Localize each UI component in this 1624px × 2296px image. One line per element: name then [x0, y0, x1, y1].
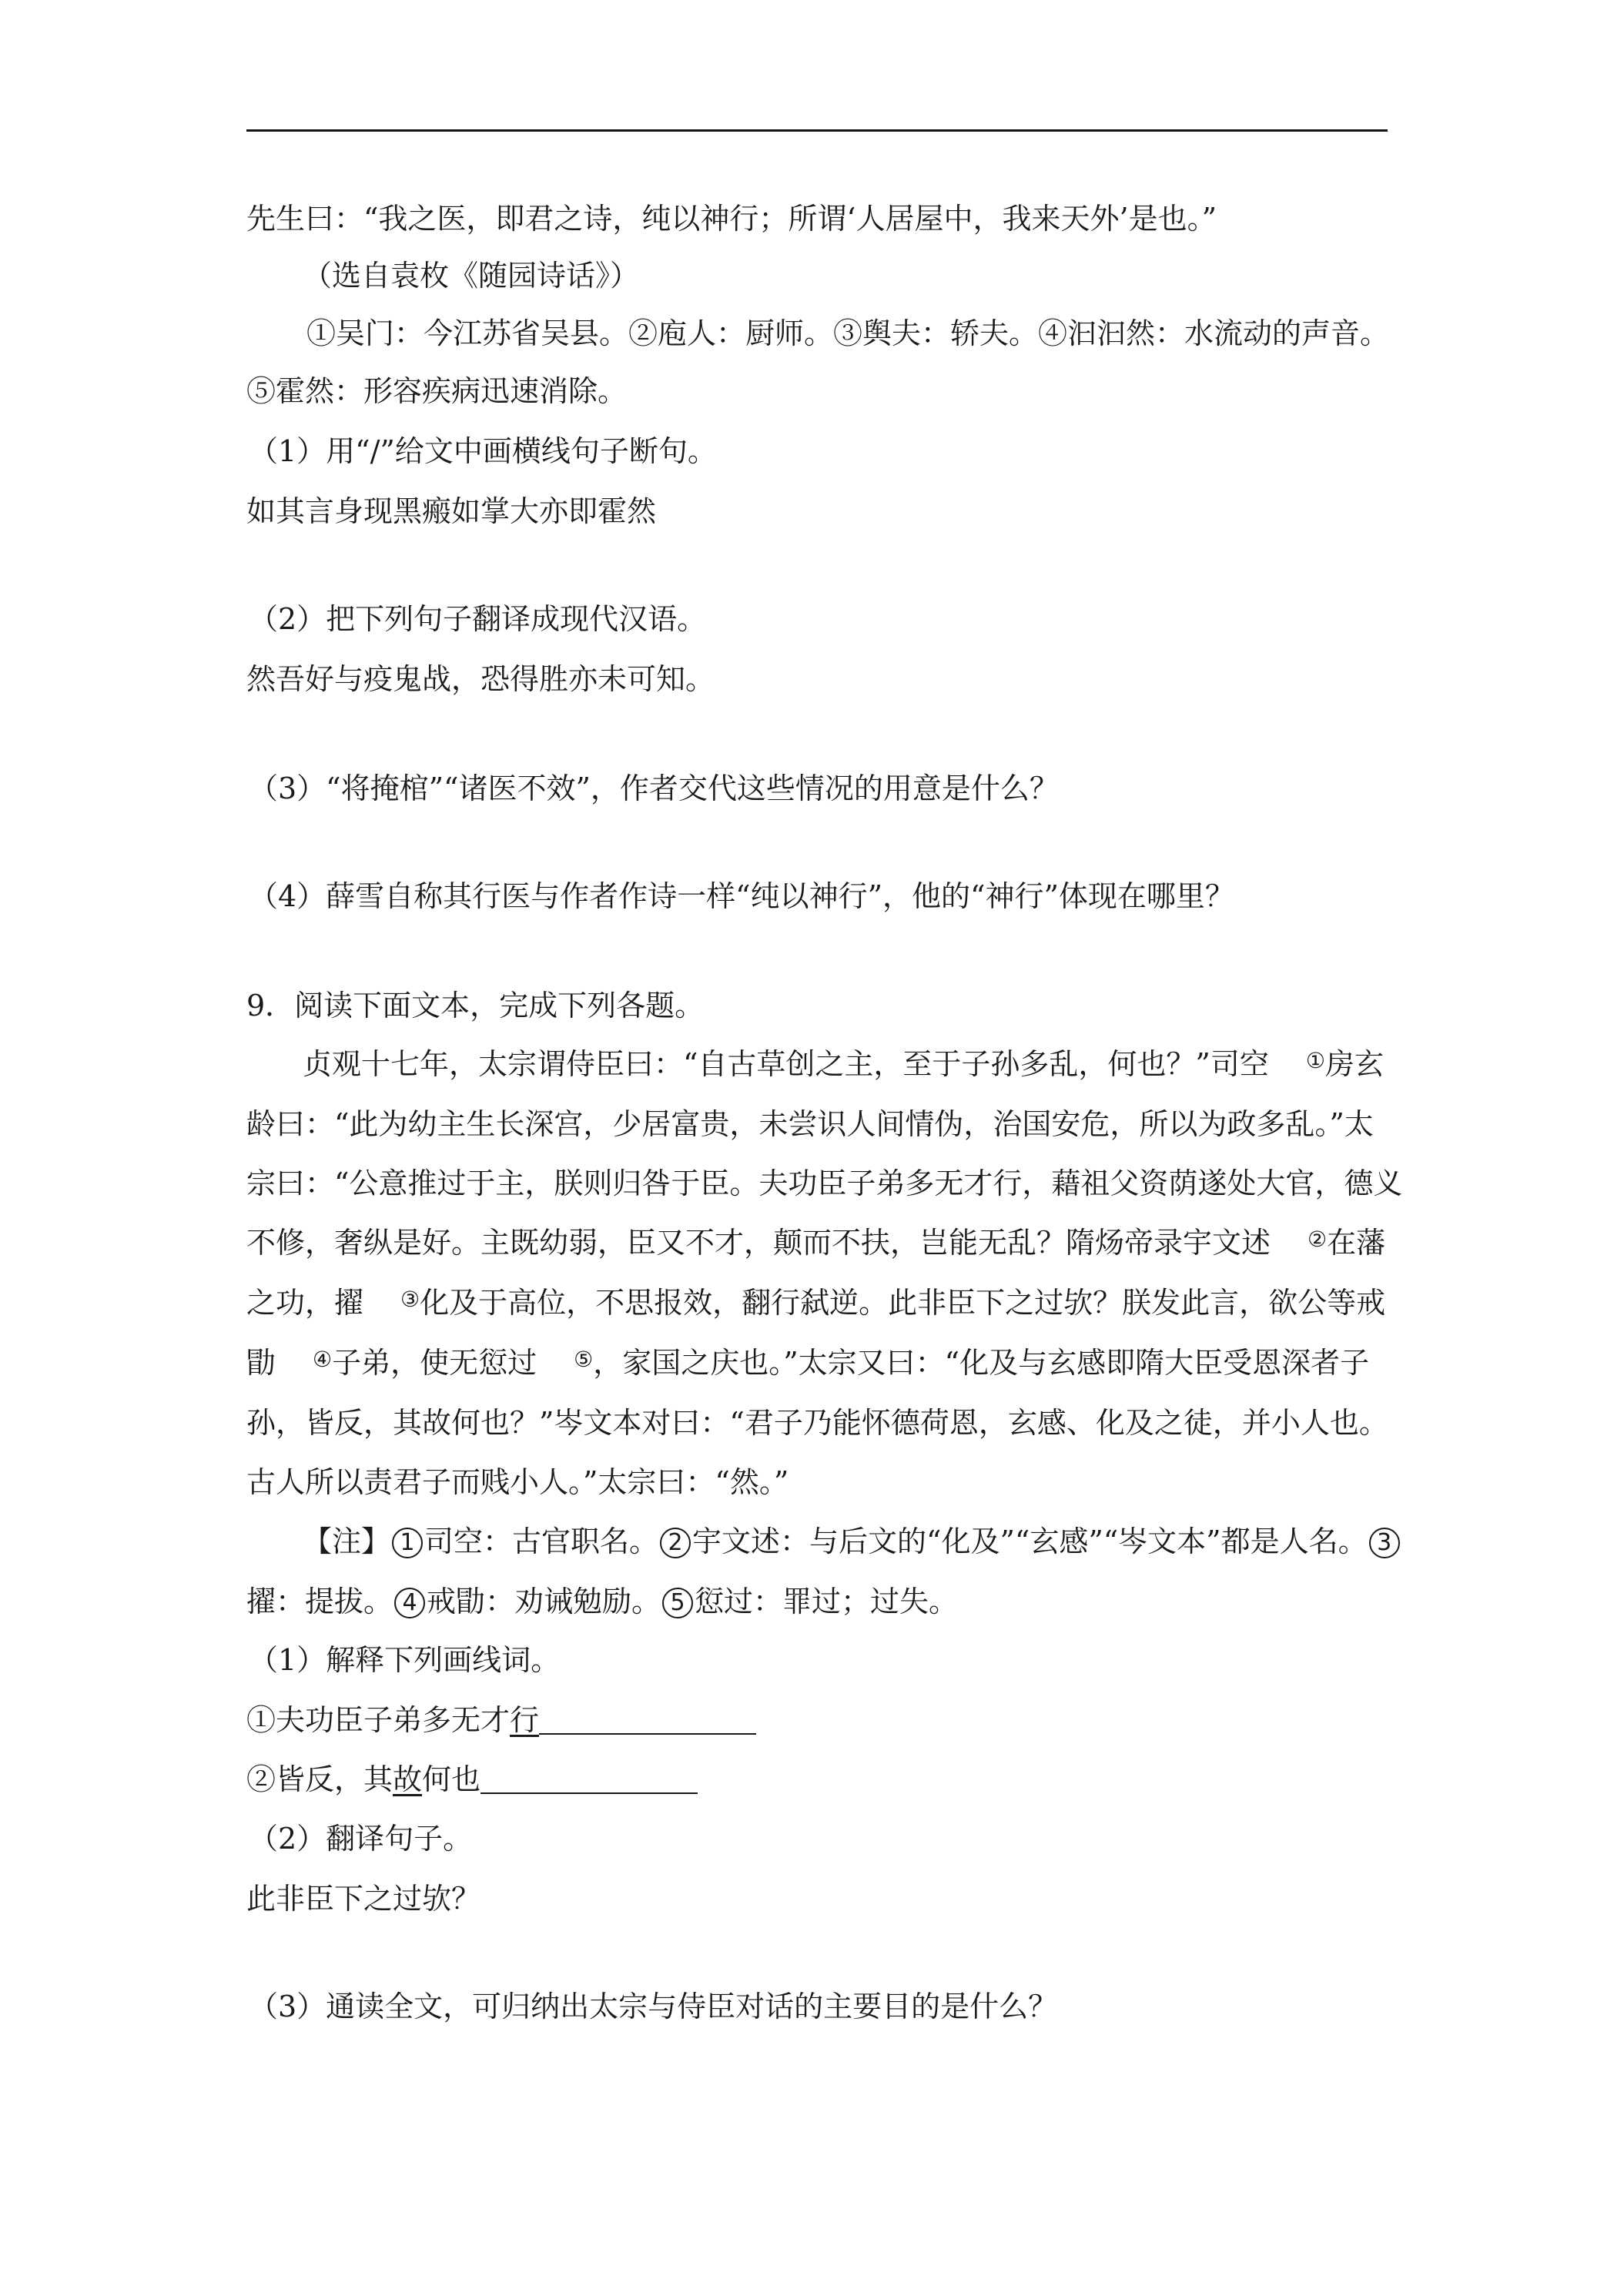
q9-passage-line: 宗曰：“公意推过于主，朕则归咎于臣。夫功臣子弟多无才行，藉祖父资荫遂处大官，德义	[246, 1166, 1403, 1200]
note-text: 擢：提拔。	[246, 1585, 393, 1618]
q9-sub3-prompt: （3）通读全文，可归纳出太宗与侍臣对话的主要目的是什么？	[249, 1990, 1058, 2023]
q9-text: 化及于高位，不思报效，翻行弑逆。此非臣下之过欤？朕发此言，欲公等戒	[420, 1286, 1386, 1320]
note-text: 宇文述：与后文的“化及”“玄感”“岑文本”都是人名。	[692, 1525, 1368, 1558]
q9-heading: 9．阅读下面文本，完成下列各题。	[246, 989, 705, 1022]
q9-notes-line2	[246, 1578, 958, 1625]
q9-sub2-sentence: 此非臣下之过欤？	[246, 1882, 481, 1916]
q9-text: 贞观十七年，太宗谓侍臣曰：“自古草创之主，至于子孙多乱，何也？”司空	[303, 1047, 1269, 1081]
q8-sub1-sentence: 如其言身现黑瘢如掌大亦即霍然	[246, 494, 657, 528]
q9-passage-line	[246, 1340, 1369, 1389]
q9-notes-line1	[303, 1518, 1401, 1565]
q9-sub1-prompt: （1）解释下列画线词。	[249, 1643, 561, 1677]
q9-text: 在藩	[1327, 1226, 1386, 1260]
q8-sub3-prompt: （3）“将掩棺”“诸医不效”，作者交代这些情况的用意是什么？	[249, 771, 1059, 805]
header-rule	[246, 129, 1388, 132]
q9-passage-line: 古人所以责君子而贱小人。”太宗曰：“然。”	[246, 1465, 789, 1499]
footnote-marker: ①	[1305, 1048, 1325, 1073]
q8-sub1-prompt: （1）用“/”给文中画横线句子断句。	[249, 434, 717, 468]
q9-text: 房玄	[1324, 1047, 1384, 1081]
note-text: 愆过：罪过；过失。	[695, 1585, 959, 1618]
item-text: 何也	[422, 1762, 481, 1796]
footnote-marker: ④	[313, 1347, 333, 1372]
q9-text: 勖	[246, 1346, 276, 1380]
q9-sub1-item-a	[246, 1697, 756, 1743]
footnote-marker: ⑤	[574, 1347, 594, 1372]
circled-number-icon: 2	[660, 1528, 691, 1558]
underlined-word: 故	[393, 1762, 423, 1796]
note-text: 戒勖：劝诫勉励。	[427, 1585, 661, 1618]
passage-source: （选自袁枚《随园诗话》）	[303, 259, 640, 293]
q9-passage-line: 龄曰：“此为幼主生长深宫，少居富贵，未尝识人间情伪，治国安危，所以为政多乱。”太	[246, 1107, 1374, 1141]
q9-passage-line	[246, 1220, 1385, 1269]
footnote-marker: ③	[400, 1287, 420, 1312]
q9-text: 之功，擢	[246, 1286, 364, 1320]
q9-text: 子弟，使无愆过	[332, 1346, 537, 1380]
q9-text: ，家国之庆也。”太宗又曰：“化及与玄感即隋大臣受恩深者子	[593, 1346, 1370, 1380]
circled-number-icon: 3	[1369, 1528, 1400, 1558]
passage-last-line: 先生曰：“我之医，即君之诗，纯以神行；所谓‘人居屋中，我来天外’是也。”	[246, 202, 1217, 236]
passage-notes-line2: ⑤霍然：形容疾病迅速消除。	[246, 374, 628, 408]
note-text: 司空：古官职名。	[424, 1525, 659, 1558]
q9-sub1-item-b	[246, 1756, 698, 1802]
footnote-marker: ②	[1308, 1227, 1328, 1252]
q8-sub2-sentence: 然吾好与疫鬼战，恐得胜亦未可知。	[246, 662, 715, 696]
answer-blank[interactable]	[539, 1702, 756, 1735]
circled-number-icon: 5	[662, 1588, 693, 1618]
q9-text: 不修，奢纵是好。主既幼弱，臣又不才，颠而不扶，岂能无乱？隋炀帝录宇文述	[246, 1226, 1271, 1260]
note-label: 【注】	[303, 1525, 391, 1558]
passage-notes-line1: ①吴门：今江苏省吴县。②庖人：厨师。③舆夫：轿夫。④汩汩然：水流动的声音。	[306, 316, 1390, 350]
circled-number-icon: 4	[394, 1588, 425, 1618]
circled-number-icon: 1	[392, 1528, 423, 1558]
q9-sub2-prompt: （2）翻译句子。	[249, 1822, 473, 1856]
q9-passage-line: 孙，皆反，其故何也？”岑文本对曰：“君子乃能怀德荷恩，玄感、化及之徒，并小人也。	[246, 1406, 1388, 1440]
item-text: ①夫功臣子弟多无才	[246, 1703, 511, 1737]
underlined-word: 行	[510, 1703, 540, 1737]
answer-blank[interactable]	[481, 1762, 698, 1794]
q9-passage-line	[246, 1280, 1385, 1329]
q9-passage-line	[303, 1041, 1384, 1090]
q8-sub2-prompt: （2）把下列句子翻译成现代汉语。	[249, 602, 707, 636]
item-text: ②皆反，其	[246, 1762, 393, 1796]
q8-sub4-prompt: （4）薛雪自称其行医与作者作诗一样“纯以神行”，他的“神行”体现在哪里？	[249, 879, 1234, 913]
